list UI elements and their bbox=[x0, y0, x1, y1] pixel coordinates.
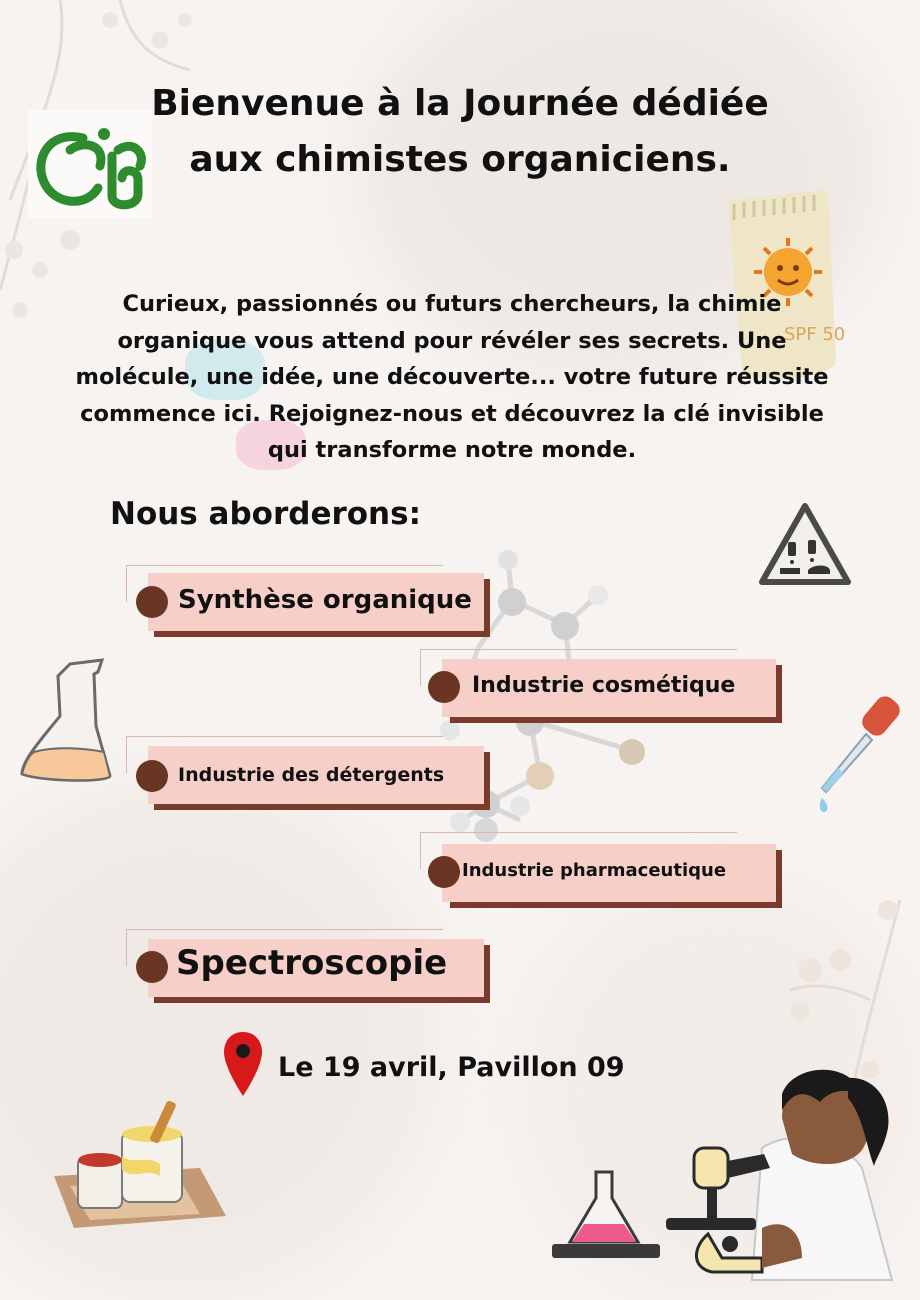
intro-paragraph bbox=[40, 286, 864, 469]
page-title bbox=[120, 76, 800, 188]
erlenmeyer-flask-icon bbox=[14, 656, 114, 786]
topic-label: Industrie pharmaceutique bbox=[462, 860, 727, 881]
title-line: aux chimistes organiciens. bbox=[189, 139, 731, 180]
topic-industrie-cosmetique bbox=[420, 649, 784, 725]
paint-bucket-icon bbox=[50, 1096, 230, 1232]
topic-label: Industrie des détergents bbox=[178, 764, 445, 786]
topic-industrie-detergents bbox=[126, 736, 492, 812]
intro-line: commence ici. Rejoignez-nous et découvrez la clé invisible bbox=[80, 400, 824, 427]
bullet-dot bbox=[428, 671, 460, 703]
intro-line: molécule, une idée, une découverte... votre future réussite bbox=[75, 364, 829, 390]
location-pin-icon bbox=[222, 1030, 264, 1098]
scientist-microscope-illustration bbox=[652, 1058, 904, 1280]
topic-spectroscopie bbox=[126, 929, 492, 1005]
intro-line: qui transforme notre monde. bbox=[267, 437, 637, 463]
bullet-dot bbox=[428, 856, 460, 888]
topic-industrie-pharmaceutique bbox=[420, 832, 784, 910]
date-location-text: Le 19 avril, Pavillon 09 bbox=[278, 1052, 625, 1083]
topics-heading: Nous aborderons: bbox=[110, 496, 421, 532]
intro-line: organique vous attend pour révéler ses secrets. Une bbox=[117, 327, 787, 354]
bullet-dot bbox=[136, 951, 168, 983]
bullet-dot bbox=[136, 760, 168, 792]
lab-flask-hotplate-icon bbox=[546, 1168, 666, 1264]
topic-label: Spectroscopie bbox=[176, 943, 448, 983]
topic-label: Synthèse organique bbox=[178, 585, 472, 615]
intro-line: Curieux, passionnés ou futurs chercheurs, la chimie bbox=[122, 291, 782, 317]
title-line: Bienvenue à la Journée dédiée bbox=[151, 83, 769, 124]
topic-label: Industrie cosmétique bbox=[472, 673, 736, 698]
corrosive-warning-icon bbox=[758, 502, 852, 586]
dropper-icon bbox=[808, 690, 904, 820]
bullet-dot bbox=[136, 586, 168, 618]
svg-text:SPF 50: SPF 50 bbox=[784, 324, 846, 345]
topic-synthese-organique bbox=[126, 565, 492, 640]
